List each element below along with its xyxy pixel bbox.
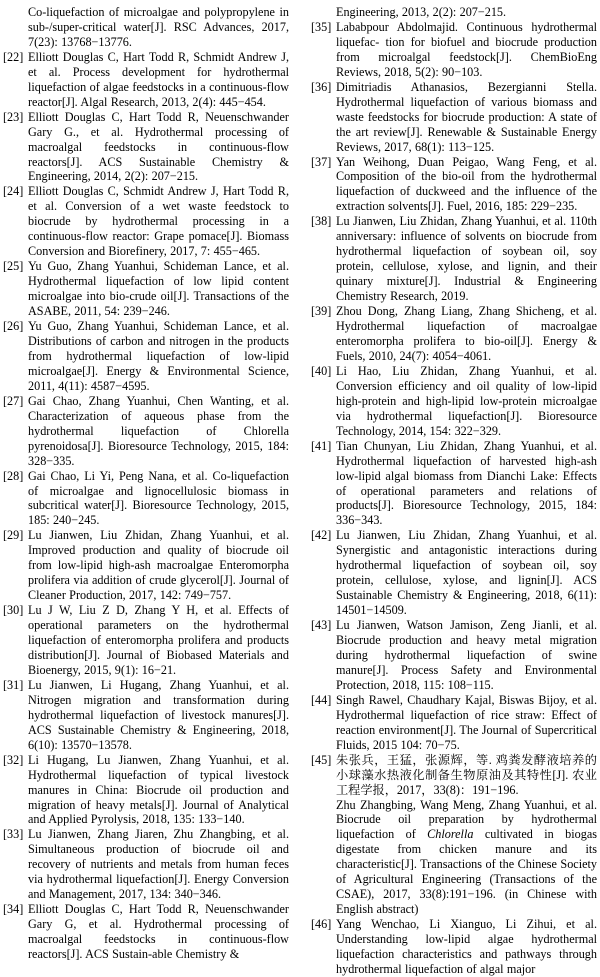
reference-text: Yu Guo, Zhang Yuanhui, Schideman Lance, et al. Distributions of carbon and nitrogen in the products from hydrothermal liquefaction of low-lipid microalgae[J]. Energy & Environmental Science, 2011, 4(11): 4587−4595.	[28, 319, 289, 393]
reference-item	[3, 753, 289, 828]
reference-text: Gai Chao, Li Yi, Peng Nana, et al. Co-liquefaction of microalgae and lignocellulosic biomass in subcritical water[J]. Bioresource Technology, 2015, 185: 240−245.	[28, 468, 289, 528]
reference-text: Yan Weihong, Duan Peigao, Wang Feng, et al. Composition of the bio-oil from the hydrothermal liquefaction of duckweed and the influence of the extraction solvents[J]. Fuel, 2016, 185: 229−235.	[336, 154, 597, 214]
reference-item	[3, 469, 289, 529]
reference-text: Singh Rawel, Chaudhary Kajal, Biswas Bijoy, et al. Hydrothermal liquefaction of rice straw: Effect of reaction environment[J]. The Journal of Supercritical Fluids, 2015 104: 70−75.	[336, 692, 597, 752]
reference-number: [23]	[3, 109, 24, 124]
reference-item	[311, 304, 597, 364]
reference-item	[311, 214, 597, 304]
reference-item	[3, 5, 289, 50]
reference-item	[3, 827, 289, 902]
reference-text: Lu Jianwen, Liu Zhidan, Zhang Yuanhui, et al. 110th anniversary: influence of solvents on biocrude from hydrothermal liquefaction of soybean oil, soy protein, cellulose, xylose, and lignin, and their quinary mixture[J]. Industrial & Engineering Chemistry Research, 2019.	[336, 214, 597, 304]
reference-text: Zhu Zhangbing, Wang Meng, Zhang Yuanhui, et al. Biocrude oil preparation by hydrothermal liquefaction of Chlorella cultivated in biogas digestate from chicken manure and its characteristic[J]. Transactions of the Chinese Society of Agricultural Engineering (Transactions of the CSAE), 2017, 33(8):191−196. (in Chinese with English abstract)	[336, 797, 597, 917]
reference-item	[311, 798, 597, 918]
reference-text: Lababpour Abdolmajid. Continuous hydrothermal liquefac- tion for biofuel and biocrude production from microalgal feedstock[J]. ChemBioEng Reviews, 2018, 5(2): 90−103.	[336, 19, 597, 79]
reference-number: [32]	[3, 752, 24, 767]
reference-text: Elliott Douglas C, Schmidt Andrew J, Hart Todd R, et al. Conversion of a wet waste feedstock to biocrude by hydrothermal processing in a continuous-flow reactor: Grape pomace[J]. Biomass Conversion and Biorefinery, 2017, 7: 455−465.	[28, 184, 289, 259]
reference-item	[3, 184, 289, 259]
reference-number: [36]	[311, 79, 332, 94]
reference-text: Lu Jianwen, Liu Zhidan, Zhang Yuanhui, et al. Synergistic and antagonistic interactions during hydrothermal liquefaction of soybean oil, soy protein, cellulose, xylose, and lignin[J]. ACS Sustainable Chemistry & Engineering, 2018, 6(11): 14501−14509.	[336, 528, 597, 618]
references-column-right	[311, 5, 597, 977]
reference-number: [25]	[3, 259, 24, 274]
reference-text: Tian Chunyan, Liu Zhidan, Zhang Yuanhui, et al. Hydrothermal liquefaction of harvested high-ash low-lipid algal biomass from Dianchi Lake: Effects of operational parameters and relations of products[J]. Bioresource Technology, 2015, 184: 336−343.	[336, 438, 597, 528]
reference-text: Elliott Douglas C, Hart Todd R, Neuenschwander Gary G., et al. Hydrothermal processing of macroalgal feedstocks in continuous-flow reactors[J]. ACS Sustainable Chemistry & Engineering, 2014, 2(2): 207−215.	[28, 109, 289, 184]
reference-item	[3, 902, 289, 962]
reference-number: [30]	[3, 603, 24, 618]
reference-number: [24]	[3, 184, 24, 199]
reference-text: Lu Jianwen, Watson Jamison, Zeng Jianli, et al. Biocrude production and heavy metal migration during hydrothermal liquefaction of swine manure[J]. Process Safety and Environmental Protection, 2018, 115: 108−115.	[336, 618, 597, 692]
reference-text: Li Hao, Liu Zhidan, Zhang Yuanhui, et al. Conversion efficiency and oil quality of low-lipid high-protein and high-lipid low-protein microalgae via hydrothermal liquefaction[J]. Bioresource Technology, 2014, 154: 322−329.	[336, 363, 597, 438]
references-column-left	[3, 5, 289, 977]
reference-item	[311, 917, 597, 977]
reference-number: [28]	[3, 468, 24, 483]
reference-number: [35]	[311, 19, 332, 34]
reference-number: [27]	[3, 393, 24, 408]
reference-number: [43]	[311, 618, 332, 633]
reference-text: Co-liquefaction of microalgae and polypropylene in sub-/super-critical water[J]. RSC Advances, 2017, 7(23): 13768−13776.	[28, 5, 289, 49]
reference-item	[311, 528, 597, 618]
reference-item	[3, 394, 289, 469]
reference-item	[3, 678, 289, 753]
reference-number: [40]	[311, 363, 332, 378]
reference-item	[311, 155, 597, 215]
reference-number: [31]	[3, 677, 24, 692]
reference-number: [26]	[3, 319, 24, 334]
reference-number: [45]	[311, 752, 332, 767]
reference-text: Engineering, 2013, 2(2): 207−215.	[336, 5, 507, 19]
reference-number: [38]	[311, 214, 332, 229]
reference-text: Gai Chao, Zhang Yuanhui, Chen Wanting, et al. Characterization of aqueous phase from the hydrothermal liquefaction of Chlorella pyrenoidosa[J]. Bioresource Technology, 2015, 184: 328−335.	[28, 393, 289, 468]
reference-text: Li Hugang, Lu Jianwen, Zhang Yuanhui, et al. Hydrothermal liquefaction of typical livestock manures in China: Biocrude oil production and migration of heavy metals[J]. Journal of Analytical and Applied Pyrolysis, 2018, 135: 133−140.	[28, 752, 289, 827]
reference-text: Lu Jianwen, Liu Zhidan, Zhang Yuanhui, et al. Improved production and quality of biocrude oil from low-lipid high-ash macroalgae Enteromorpha prolifera via addition of crude glycerol[J]. Journal of Cleaner Production, 2017, 142: 749−757.	[28, 528, 289, 603]
reference-text: Yang Wenchao, Li Xianguo, Li Zihui, et al. Understanding low-lipid algae hydrothermal liquefaction characteristics and pathways through hydrothermal liquefaction of algal major	[336, 917, 597, 976]
reference-text: Lu Jianwen, Li Hugang, Zhang Yuanhui, et al. Nitrogen migration and transformation during hydrothermal liquefaction of livestock manures[J]. ACS Sustainable Chemistry & Engineering, 2018, 6(10): 13570−13578.	[28, 677, 289, 752]
reference-number: [37]	[311, 154, 332, 169]
reference-text: Zhou Dong, Zhang Liang, Zhang Shicheng, et al. Hydrothermal liquefaction of macroalgae enteromorpha prolifera to bio-oil[J]. Energy & Fuels, 2010, 24(7): 4054−4061.	[336, 304, 597, 363]
reference-item	[311, 20, 597, 80]
reference-number: [22]	[3, 49, 24, 64]
reference-number: [33]	[3, 827, 24, 842]
reference-text: Dimitriadis Athanasios, Bezergianni Stella. Hydrothermal liquefaction of various biomass and waste feedstocks for biocrude production: A state of the art review[J]. Renewable & Sustainable Energy Reviews, 2017, 68(1): 113−125.	[336, 79, 597, 154]
reference-item	[3, 528, 289, 603]
reference-number: [34]	[3, 902, 24, 917]
reference-number: [41]	[311, 438, 332, 453]
reference-item	[311, 693, 597, 753]
reference-text: Elliott Douglas C, Hart Todd R, Schmidt Andrew J, et al. Process development for hydrothermal liquefaction of algae feedstocks in a continuous-flow reactor[J]. Algal Research, 2013, 2(4): 445−454.	[28, 49, 289, 109]
reference-text: Elliott Douglas C, Hart Todd R, Neuenschwander Gary G, et al. Hydrothermal processing of macroalgal feedstocks in continuous-flow reactors[J]. ACS Sustain-able Chemistry &	[28, 902, 289, 962]
reference-item	[311, 439, 597, 529]
reference-item	[3, 110, 289, 185]
reference-item	[311, 618, 597, 693]
reference-number: [44]	[311, 692, 332, 707]
reference-number: [42]	[311, 528, 332, 543]
reference-item	[311, 5, 597, 20]
reference-item	[3, 50, 289, 110]
reference-item	[311, 364, 597, 439]
reference-number: [39]	[311, 304, 332, 319]
reference-item	[3, 319, 289, 394]
reference-item	[3, 259, 289, 319]
reference-text: Lu Jianwen, Zhang Jiaren, Zhu Zhangbing, et al. Simultaneous production of biocrude oil and recovery of nutrients and metals from human feces via hydrothermal liquefaction[J]. Energy Conversion and Management, 2017, 134: 340−346.	[28, 827, 289, 902]
reference-item	[3, 603, 289, 678]
reference-item	[311, 753, 597, 798]
reference-number: [29]	[3, 528, 24, 543]
reference-number: [46]	[311, 917, 332, 932]
reference-item	[311, 80, 597, 155]
reference-text: 朱张兵，王猛，张源辉，等. 鸡粪发酵液培养的小球藻水热液化制备生物原油及其特性[J]. 农业工程学报，2017，33(8)：191−196.	[336, 752, 597, 797]
reference-text: Lu J W, Liu Z D, Zhang Y H, et al. Effects of operational parameters on the hydrothermal liquefaction of enteromorpha prolifera and products distribution[J]. Journal of Biobased Materials and Bioenergy, 2015, 9(1): 16−21.	[28, 603, 289, 677]
reference-text: Yu Guo, Zhang Yuanhui, Schideman Lance, et al. Hydrothermal liquefaction of low lipid content microalgae into bio-crude oil[J]. Transactions of the ASABE, 2011, 54: 239−246.	[28, 259, 289, 319]
